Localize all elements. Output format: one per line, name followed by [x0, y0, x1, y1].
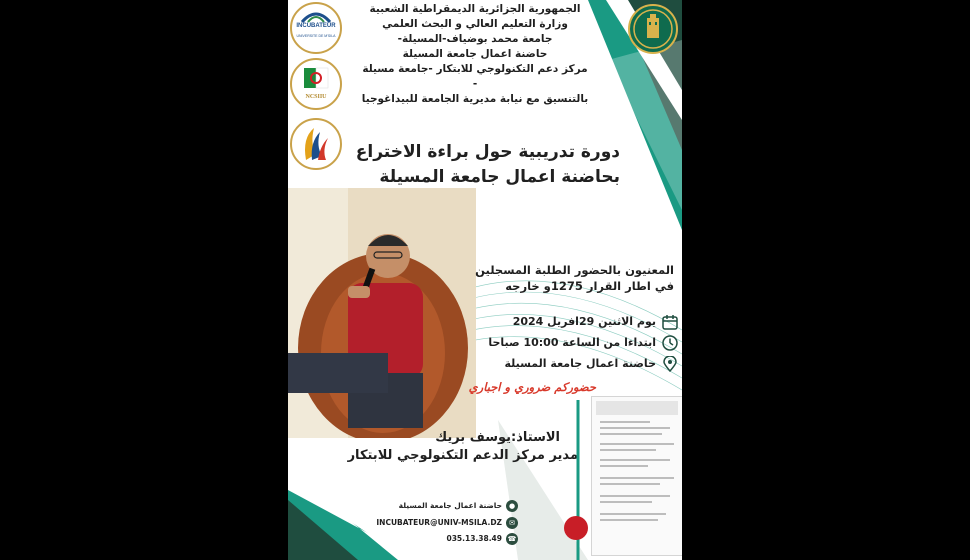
event-location-row — [478, 355, 678, 375]
header-institution-text — [360, 2, 590, 107]
header-line: بالتنسيق مع نيابة مديرية الجامعة للبيداغوجيا — [361, 93, 589, 105]
title-line-2: بحاضنة اعمال جامعة المسيلة — [379, 167, 620, 187]
attendees-line-2: في اطار القرار 1275و خارجه — [505, 279, 674, 293]
speaker-name: الاستاذ:يوسف بريك — [435, 430, 560, 445]
university-logo — [628, 4, 678, 54]
event-time: ابتداءا من الساعة 10:00 صباحا — [488, 336, 656, 349]
pen-illustration — [556, 400, 596, 560]
location-pin-icon — [662, 356, 678, 372]
contact-org-row — [398, 500, 518, 514]
ncsiiu-logo-text: NCSIIU — [305, 94, 327, 100]
letterbox-left — [0, 0, 288, 560]
incubateur-logo-subtext: UNIVERSITE DE M'SILA — [296, 34, 336, 38]
poster-title — [320, 140, 620, 190]
event-poster — [288, 0, 682, 560]
event-location: حاضنة اعمال جامعة المسيلة — [504, 357, 656, 370]
header-line: مركز دعم التكنولوجي للابتكار -جامعة مسيلة - — [362, 63, 588, 90]
mandatory-attendance-note: حضوركم ضروري و اجباري — [468, 380, 596, 394]
university-emblem-icon — [630, 6, 676, 52]
event-date-row — [478, 313, 678, 333]
event-date: يوم الاثنين 29افريل 2024 — [512, 315, 656, 328]
speaker-role: مدير مركز الدعم التكنولوجي للابتكار — [347, 448, 578, 463]
letterbox-right — [682, 0, 970, 560]
phone-icon: ☎ — [507, 535, 517, 543]
email-icon: ✉ — [506, 517, 518, 529]
incubateur-logo-text: INCUBATEUR — [296, 23, 336, 29]
contact-email-row — [376, 517, 518, 531]
contact-phone: 035.13.38.49 — [446, 534, 502, 543]
contact-phone-row — [408, 533, 518, 547]
title-line-1: دورة تدريبية حول براءة الاختراع — [355, 142, 620, 162]
contact-email: INCUBATEUR@UNIV-MSILA.DZ — [376, 518, 502, 527]
attendees-note — [454, 262, 674, 294]
clock-icon — [662, 335, 678, 351]
speaker-photo — [288, 188, 476, 438]
incubateur-logo — [290, 2, 342, 54]
patent-document-image — [591, 396, 682, 556]
patent-document-illustration — [592, 397, 682, 555]
header-line: جامعة محمد بوضياف-المسيلة- — [397, 33, 553, 45]
header-line: الجمهورية الجزائرية الديمقراطية الشعبية — [369, 3, 581, 15]
header-line: وزارة التعليم العالي و البحث العلمي — [382, 18, 568, 30]
attendees-line-1: المعنيون بالحضور الطلبة المسجلين — [475, 263, 674, 277]
event-time-row — [478, 334, 678, 354]
globe-icon: ● — [506, 500, 518, 512]
speaker-photo-illustration — [288, 188, 476, 438]
algerian-flag-emblem-icon — [292, 64, 340, 98]
calendar-icon — [662, 314, 678, 330]
ncsiiu-logo — [290, 58, 342, 110]
header-line: حاضنة اعمال جامعة المسيلة — [402, 48, 548, 60]
contact-org: حاضنة اعمال جامعة المسيلة — [398, 501, 502, 510]
